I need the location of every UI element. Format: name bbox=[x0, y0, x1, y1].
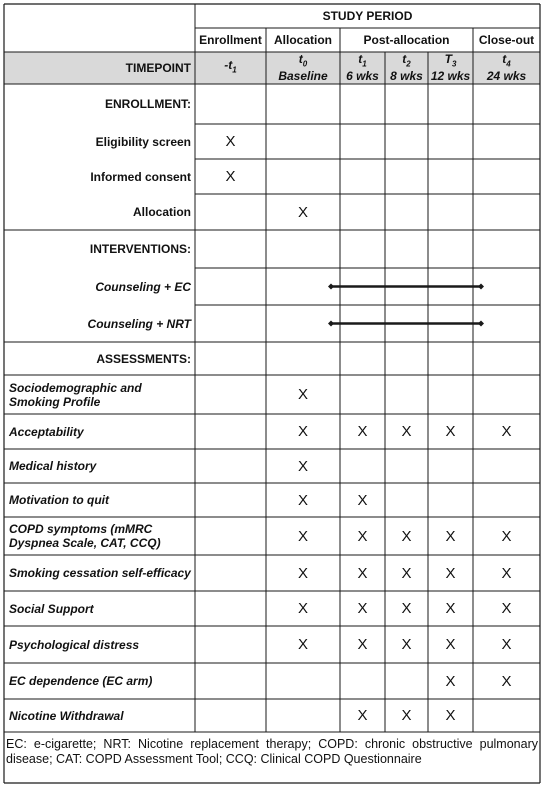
assessment-row-label: Psychological distress bbox=[9, 637, 140, 652]
mark-x: X bbox=[357, 707, 368, 724]
mark-x: X bbox=[401, 423, 412, 440]
mark-x: X bbox=[297, 527, 308, 545]
mark-x: X bbox=[357, 491, 368, 509]
mark-x: X bbox=[401, 527, 412, 545]
mark-x: X bbox=[357, 600, 368, 617]
section-assessments: ASSESSMENTS: bbox=[96, 351, 191, 366]
timepoint-desc: Baseline bbox=[278, 69, 328, 84]
assessment-row-label: Smoking cessation self-efficacy bbox=[9, 566, 191, 580]
timepoint-sub: 4 bbox=[506, 59, 511, 69]
bar-end-marker bbox=[328, 321, 334, 327]
timepoint-sub: 0 bbox=[302, 59, 308, 69]
mark-x: X bbox=[445, 707, 456, 724]
mark-x: X bbox=[401, 600, 412, 617]
mark-x: X bbox=[297, 600, 308, 617]
timepoint-sub: 2 bbox=[406, 59, 411, 69]
table-footnote: EC: e-cigarette; NRT: Nicotine replacement therapy; COPD: chronic obstructive pulmonary disease; CAT: COPD Assessment Tool; CCQ: Clinical COPD Questionnaire bbox=[6, 737, 538, 766]
timepoint-sym: t bbox=[358, 52, 363, 66]
mark-x: X bbox=[225, 133, 236, 150]
mark-x: X bbox=[501, 672, 512, 690]
mark-x: X bbox=[297, 423, 308, 440]
mark-x: X bbox=[357, 527, 368, 545]
phase-close-out: Close-out bbox=[478, 33, 535, 47]
mark-x: X bbox=[445, 564, 456, 582]
timepoint-sub: 1 bbox=[232, 65, 237, 75]
mark-x: X bbox=[357, 564, 368, 582]
mark-x: X bbox=[445, 423, 456, 440]
study-period-header: STUDY PERIOD bbox=[322, 9, 413, 23]
mark-x: X bbox=[297, 636, 308, 653]
enrollment-row-label: Informed consent bbox=[90, 169, 191, 184]
mark-x: X bbox=[501, 527, 512, 545]
timepoint-desc: 8 wks bbox=[390, 69, 423, 84]
bar-end-marker bbox=[478, 284, 484, 290]
assessment-row-label: Nicotine Withdrawal bbox=[9, 708, 124, 723]
mark-x: X bbox=[401, 707, 412, 724]
section-interventions: INTERVENTIONS: bbox=[89, 242, 191, 256]
assessment-row-label: Motivation to quit bbox=[9, 493, 109, 507]
mark-x: X bbox=[445, 636, 456, 653]
timepoint-desc: 6 wks bbox=[346, 69, 379, 84]
mark-x: X bbox=[357, 423, 368, 440]
assessment-row-label: Sociodemographic and Smoking Profile bbox=[9, 380, 142, 409]
section-enrollment: ENROLLMENT: bbox=[105, 97, 191, 111]
enrollment-row-label: Eligibility screen bbox=[95, 134, 191, 149]
mark-x: X bbox=[501, 600, 512, 617]
timepoint-desc: 24 wks bbox=[486, 69, 527, 84]
timepoint-label: TIMEPOINT bbox=[125, 61, 191, 75]
assessment-row-label: Acceptability bbox=[9, 424, 84, 439]
timepoint-desc: 12 wks bbox=[430, 69, 471, 84]
mark-x: X bbox=[501, 636, 512, 653]
timepoint-sub: 3 bbox=[451, 59, 457, 69]
bar-end-marker bbox=[478, 321, 484, 327]
mark-x: X bbox=[445, 672, 456, 690]
mark-x: X bbox=[297, 457, 308, 475]
timepoint-sym: t bbox=[502, 52, 507, 66]
mark-x: X bbox=[501, 423, 512, 440]
mark-x: X bbox=[445, 527, 456, 545]
mark-x: X bbox=[297, 564, 308, 582]
timepoint-sym: -t bbox=[224, 58, 233, 73]
mark-x: X bbox=[401, 636, 412, 653]
intervention-row-label: Counseling + EC bbox=[95, 279, 191, 294]
assessment-row-label: COPD symptoms (mMRC Dyspnea Scale, CAT, CCQ) bbox=[9, 522, 161, 550]
assessment-row-label: Social Support bbox=[9, 601, 94, 616]
mark-x: X bbox=[297, 203, 308, 221]
mark-x: X bbox=[445, 600, 456, 617]
mark-x: X bbox=[297, 491, 308, 509]
intervention-row-label: Counseling + NRT bbox=[87, 316, 191, 331]
timepoint-sym: t bbox=[298, 52, 303, 66]
mark-x: X bbox=[297, 386, 308, 403]
mark-x: X bbox=[401, 564, 412, 582]
phase-post-allocation: Post-allocation bbox=[363, 33, 450, 47]
phase-enrollment: Enrollment bbox=[199, 33, 262, 47]
assessment-row-label: EC dependence (EC arm) bbox=[9, 674, 153, 688]
phase-allocation: Allocation bbox=[273, 33, 332, 47]
mark-x: X bbox=[501, 564, 512, 582]
bar-end-marker bbox=[328, 284, 334, 290]
mark-x: X bbox=[357, 636, 368, 653]
timepoint-sub: 1 bbox=[362, 59, 367, 69]
assessment-row-label: Medical history bbox=[9, 459, 97, 473]
mark-x: X bbox=[225, 168, 236, 185]
enrollment-row-label: Allocation bbox=[132, 205, 191, 219]
timepoint-sym: T bbox=[444, 52, 452, 66]
timepoint-sym: t bbox=[402, 52, 407, 66]
